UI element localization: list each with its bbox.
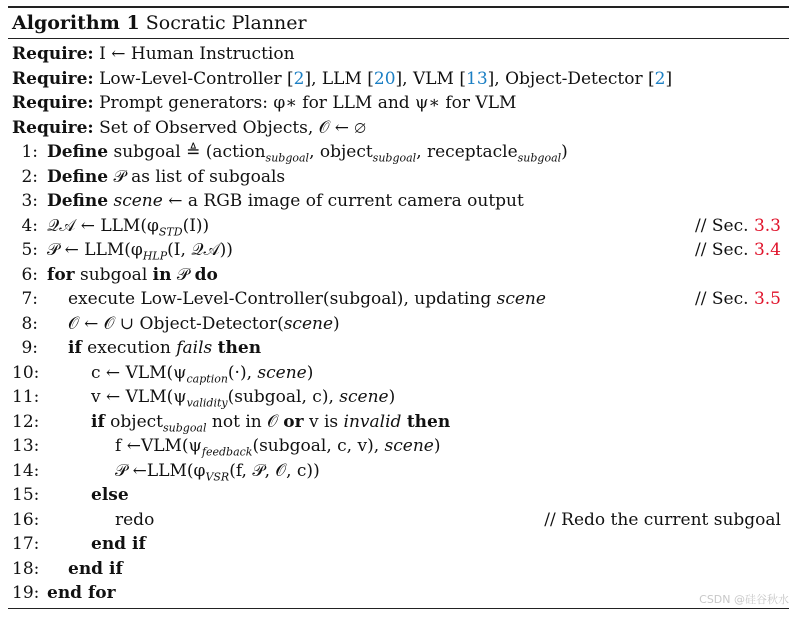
- require-text: Low-Level-Controller [2], LLM [20], VLM [13], Object-Detector [2]: [99, 68, 673, 89]
- algo-line: 4: 𝒬𝒜 ← $LLM(\varphi_{STD}(I))$ // Sec. 3.3: [12, 214, 787, 239]
- algo-line: 2: Define 𝒫 as list of subgoals: [12, 165, 787, 190]
- section-link[interactable]: 3.4: [753, 240, 781, 260]
- line-number: 19:: [12, 583, 40, 603]
- line-number: 11:: [12, 387, 40, 407]
- require-keyword: Require:: [12, 68, 94, 89]
- line-number: 6:: [21, 264, 38, 285]
- line-number: 9:: [21, 338, 38, 358]
- line-number: 12:: [12, 411, 40, 432]
- algo-line: 19: end for: [12, 581, 787, 606]
- line-number: 5:: [21, 240, 38, 260]
- algo-line: 9: if execution fails then: [12, 336, 787, 361]
- citation-link[interactable]: 2: [293, 68, 305, 89]
- line-number: 14:: [12, 460, 40, 481]
- algorithm-label: Algorithm 1: [12, 12, 140, 34]
- line-number: 10:: [12, 362, 40, 383]
- line-number: 1:: [21, 142, 38, 162]
- algo-line: 6: for subgoal in 𝒫 do: [12, 263, 787, 288]
- algorithm-name: Socratic Planner: [145, 12, 307, 34]
- line-number: 16:: [12, 509, 40, 530]
- line-comment: // Sec. 3.4: [695, 240, 781, 260]
- algo-line: 3: Define scene ← a RGB image of current camera output: [12, 189, 787, 214]
- line-number: 15:: [12, 485, 40, 505]
- line-number: 13:: [12, 436, 40, 456]
- algo-line: 16: redo // Redo the current subgoal: [12, 508, 787, 533]
- line-number: 17:: [12, 534, 40, 554]
- algo-line: 12: if object$_{subgoal}$ not in 𝒪 or v is invalid then: [12, 411, 451, 434]
- require-line: [12, 91, 787, 116]
- line-number: 18:: [12, 558, 40, 579]
- require-keyword: Require:: [12, 117, 94, 138]
- citation-link[interactable]: 13: [466, 68, 488, 89]
- require-text: I ← Human Instruction: [99, 44, 295, 64]
- line-comment: // Sec. 3.3: [695, 215, 781, 236]
- require-text: Set of Observed Objects, 𝒪 ← ∅: [99, 117, 366, 138]
- algo-line: 15: else: [12, 483, 787, 508]
- section-link[interactable]: 3.5: [753, 289, 781, 309]
- algo-line: 7: execute Low-Level-Controller(subgoal), updating scene // Sec. 3.5: [12, 287, 787, 312]
- require-line: [12, 67, 787, 92]
- require-text: Prompt generators: φ∗ for LLM and ψ∗ for VLM: [99, 93, 517, 113]
- algo-line: 10: c ← $VLM(\psi_{caption}(\cdot)$, scene): [12, 362, 314, 385]
- line-number: 4:: [21, 215, 38, 236]
- top-rule: [8, 6, 789, 8]
- algorithm-title: [12, 10, 307, 36]
- algo-line: 13: f $\leftarrow VLM(\psi_{feedback}(subgoal$, c, v), scene): [12, 436, 441, 459]
- citation-link[interactable]: 2: [654, 68, 666, 89]
- line-number: 2:: [21, 166, 38, 187]
- line-comment: // Redo the current subgoal: [544, 509, 781, 530]
- line-comment: // Sec. 3.5: [695, 289, 781, 309]
- section-link[interactable]: 3.3: [753, 215, 781, 236]
- algo-line: 18: end if: [12, 557, 787, 582]
- title-rule: [8, 38, 789, 39]
- algo-line: 8: 𝒪 ← 𝒪 ∪ Object-Detector(scene): [12, 312, 787, 337]
- algo-line: 14: 𝒫 $\leftarrow LLM(\varphi_{VSR}(f$, 𝒫, 𝒪, c)): [12, 460, 320, 483]
- algo-line: 11: v ← $VLM(\psi_{validity}(subgoal$, c), scene): [12, 387, 396, 410]
- require-keyword: Require:: [12, 93, 94, 113]
- line-number: 8:: [21, 313, 38, 334]
- algo-line: 5: 𝒫 ← $LLM(\varphi_{HLP}(I$, 𝒬𝒜)) // Sec. 3.4: [12, 238, 787, 263]
- line-number: 3:: [21, 191, 38, 211]
- algo-line: 1: Define subgoal ≜ (action$_{subgoal}$, object$_{subgoal}$, receptacle$_{subgoal}$): [12, 140, 787, 165]
- bottom-rule: [8, 608, 789, 609]
- require-line: [12, 42, 787, 67]
- algorithm-body: [12, 42, 787, 606]
- line-number: 7:: [21, 289, 38, 309]
- watermark: CSDN @硅谷秋水: [699, 593, 789, 606]
- require-keyword: Require:: [12, 44, 94, 64]
- algo-line: 17: end if: [12, 532, 787, 557]
- require-line: [12, 116, 787, 141]
- citation-link[interactable]: 20: [373, 68, 396, 89]
